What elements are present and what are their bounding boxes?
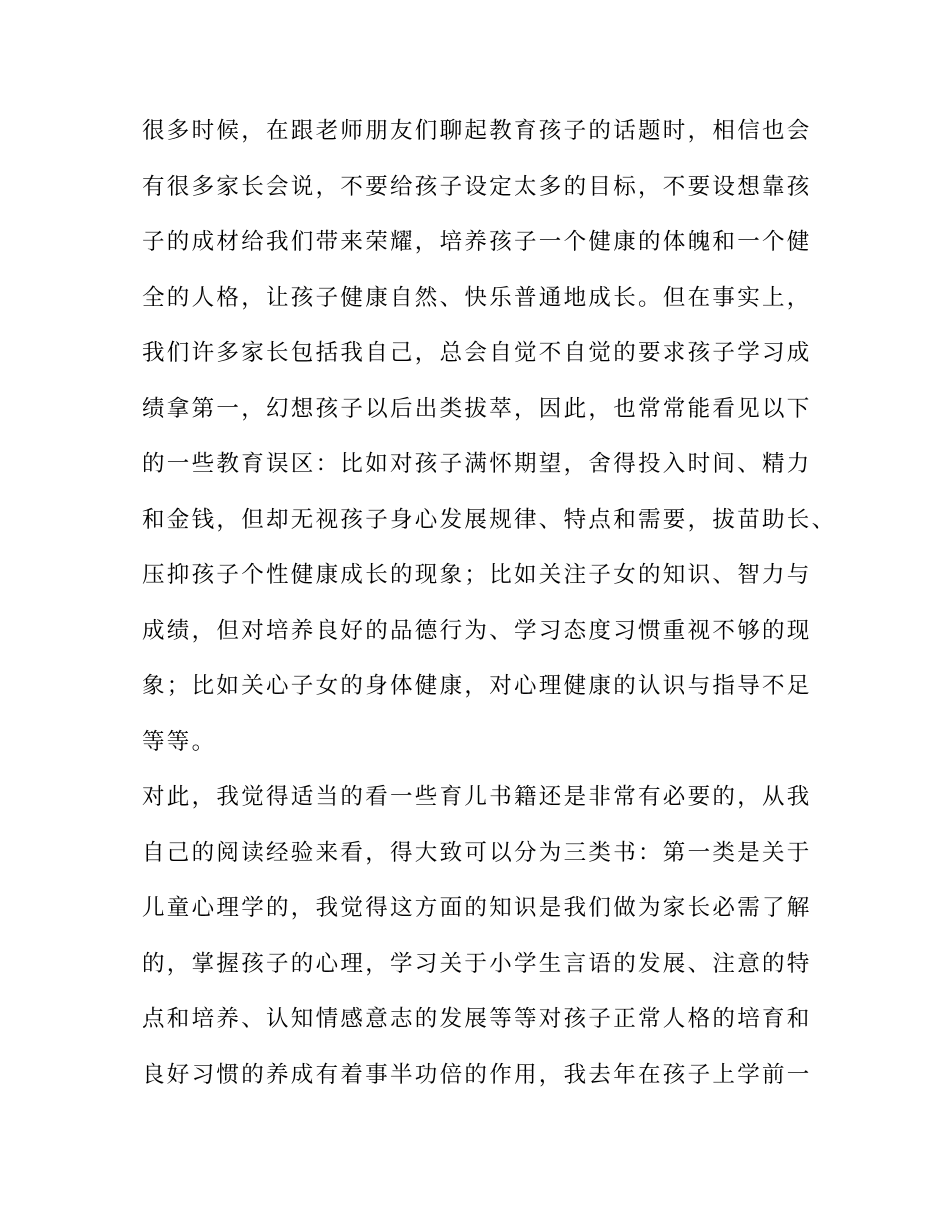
text-line: 的，掌握孩子的心理，学习关于小学生言语的发展、注意的特 bbox=[142, 950, 812, 977]
text-line: 的一些教育误区：比如对孩子满怀期望，舍得投入时间、精力 bbox=[142, 451, 812, 477]
text-line: 良好习惯的养成有着事半功倍的作用，我去年在孩子上学前一 bbox=[142, 1061, 812, 1088]
text-line: 象；比如关心子女的身体健康，对心理健康的认识与指导不足 bbox=[142, 673, 812, 699]
text-line: 成绩，但对培养良好的品德行为、学习态度习惯重视不够的现 bbox=[142, 617, 812, 644]
body-text bbox=[142, 104, 842, 1103]
text-line: 点和培养、认知情感意志的发展等等对孩子正常人格的培育和 bbox=[142, 1006, 812, 1032]
text-line: 压抑孩子个性健康成长的现象；比如关注子女的知识、智力与 bbox=[142, 562, 812, 588]
text-line: 自己的阅读经验来看，得大致可以分为三类书：第一类是关于 bbox=[142, 839, 812, 866]
text-line: 对此，我觉得适当的看一些育儿书籍还是非常有必要的，从我 bbox=[142, 784, 812, 810]
text-line: 等等。 bbox=[142, 728, 217, 755]
text-line: 很多时候，在跟老师朋友们聊起教育孩子的话题时，相信也会 bbox=[142, 118, 812, 144]
text-line: 有很多家长会说，不要给孩子设定太多的目标，不要设想靠孩 bbox=[142, 173, 812, 200]
text-line: 全的人格，让孩子健康自然、快乐普通地成长。但在事实上， bbox=[142, 284, 812, 311]
text-line: 子的成材给我们带来荣耀，培养孩子一个健康的体魄和一个健 bbox=[142, 229, 812, 255]
text-line: 和金钱，但却无视孩子身心发展规律、特点和需要，拔苗助长、 bbox=[142, 506, 837, 533]
text-line: 绩拿第一，幻想孩子以后出类拔萃，因此，也常常能看见以下 bbox=[142, 395, 812, 422]
text-line: 儿童心理学的，我觉得这方面的知识是我们做为家长必需了解 bbox=[142, 895, 812, 921]
text-line: 我们许多家长包括我自己，总会自觉不自觉的要求孩子学习成 bbox=[142, 340, 812, 366]
